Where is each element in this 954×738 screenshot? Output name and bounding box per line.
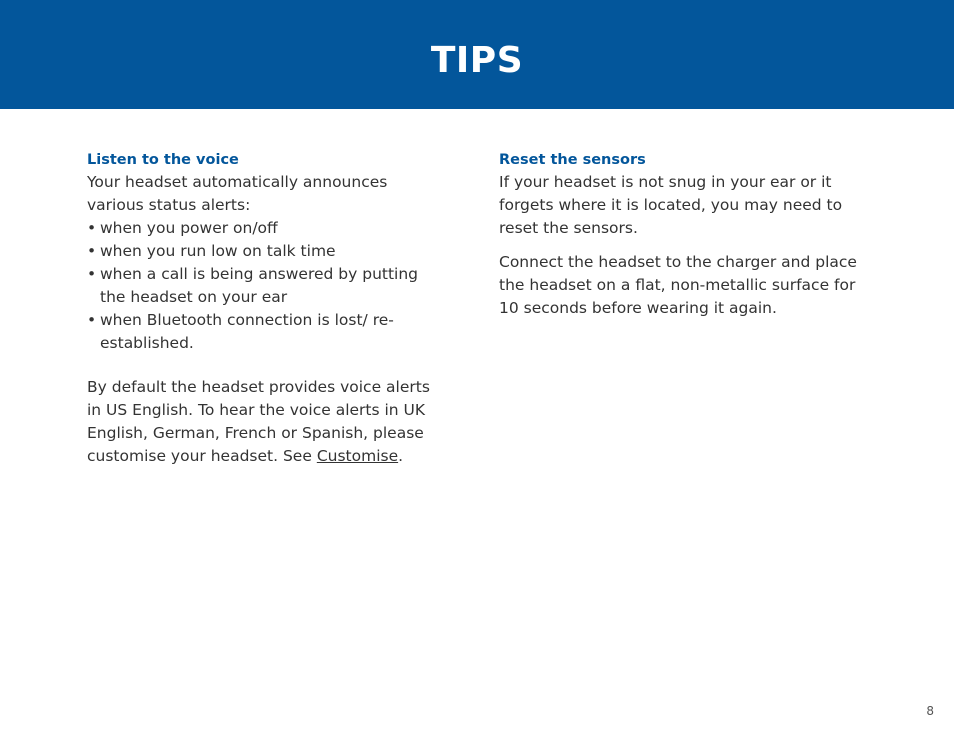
- list-item: • when you run low on talk time: [87, 240, 432, 263]
- list-item: • when Bluetooth connection is lost/ re-established.: [87, 309, 432, 355]
- listen-to-voice-section: [87, 150, 432, 468]
- section-heading-listen: Listen to the voice: [87, 152, 239, 168]
- section-heading-reset: Reset the sensors: [499, 152, 646, 168]
- see-prefix: See: [282, 447, 317, 465]
- status-alerts-list: [87, 217, 432, 355]
- spacer: [87, 355, 432, 376]
- intro-text: Your headset automatically announces various status alerts:: [87, 173, 388, 214]
- list-item: • when you power on/off: [87, 217, 432, 240]
- default-language-text: [87, 376, 432, 468]
- spacer: [499, 240, 869, 251]
- see-suffix: .: [398, 447, 404, 465]
- list-item: • when a call is being answered by putting the headset on your ear: [87, 263, 432, 309]
- page-header: [0, 0, 954, 109]
- page-title: TIPS: [430, 40, 524, 81]
- reset-paragraph-2: Connect the headset to the charger and place the headset on a flat, non-metallic surface for 10 seconds before wearing it again.: [499, 253, 857, 317]
- reset-sensors-section: [499, 150, 869, 320]
- customise-link[interactable]: Customise: [316, 447, 399, 465]
- page-number: 8: [926, 704, 934, 718]
- reset-paragraph-1: If your headset is not snug in your ear or it forgets where it is located, you may need to reset the sensors.: [499, 173, 843, 237]
- default-language-paragraph: By default the headset provides voice alerts in US English. To hear the voice alerts in UK English, German, French or Spanish, please customise your headset.: [87, 378, 430, 465]
